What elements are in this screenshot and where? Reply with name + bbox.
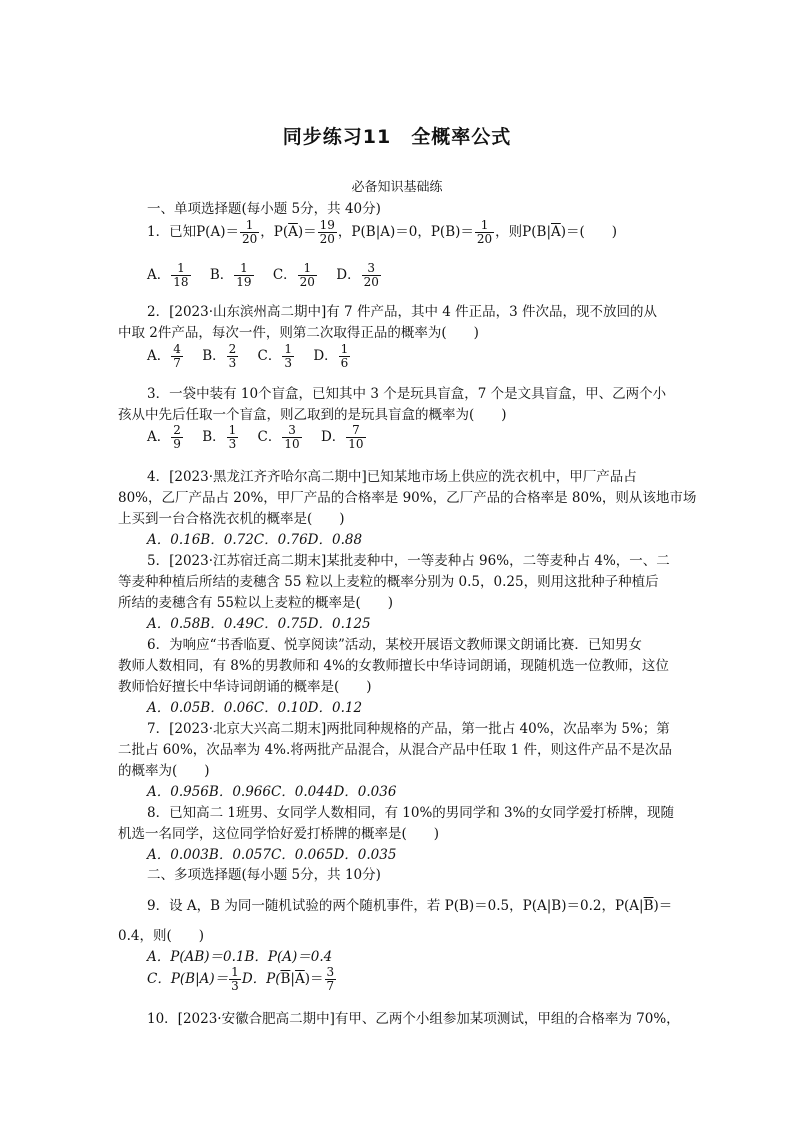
question-3-line-1: 3．一袋中装有 10个盲盒，已知其中 3 个是玩具盲盒，7 个是文具盲盒，甲、乙两个小 bbox=[147, 386, 667, 402]
q8-options: A．0.003B．0.057C．0.065D．0.035 bbox=[147, 847, 397, 863]
question-5-line-2: 等麦种种植后所结的麦穗含 55 粒以上麦粒的概率分别为 0.5，0.25，则用这批种子种植后 bbox=[118, 574, 659, 590]
question-8-line-2: 机选一名同学，这位同学恰好爱打桥牌的概率是( ) bbox=[118, 826, 440, 842]
question-7-line-2: 二批占 60%，次品率为 4%.将两批产品混合，从混合产品中任取 1 件，则这件产品不是次品 bbox=[118, 742, 672, 758]
question-7-line-3: 的概率为( ) bbox=[118, 763, 210, 779]
question-7-line-1: 7．[2023·北京大兴高二期末]两批同种规格的产品，第一批占 40%，次品率为 5%；第 bbox=[147, 721, 670, 737]
q6-options: A．0.05B．0.06C．0.10D．0.12 bbox=[147, 700, 363, 716]
fraction: $\frac{1}{20}$ bbox=[241, 218, 258, 247]
q3-options: A． $\frac{2}{9}$ B． $\frac{1}{3}$ C． $\frac{3}{10}$ D． $\frac{7}{10}$ bbox=[147, 423, 364, 452]
fraction: $\frac{1}{20}$ bbox=[476, 218, 493, 247]
question-4-line-3: 上买到一台合格洗衣机的概率是( ) bbox=[118, 511, 345, 527]
section-heading-multi-choice: 二、多项选择题(每小题 5分，共 10分) bbox=[147, 867, 381, 883]
q1-text: 1．已知P(A)＝ bbox=[147, 224, 239, 241]
question-10-line-1: 10．[2023·安徽合肥高二期中]有甲、乙两个小组参加某项测试，甲组的合格率为 70%， bbox=[147, 1011, 680, 1027]
question-6-line-2: 教师人数相同，有 8%的男教师和 4%的女教师擅长中华诗词朗诵，现随机选一位教师，这位 bbox=[118, 658, 669, 674]
question-5-line-3: 所结的麦穗含有 55粒以上麦粒的概率是( ) bbox=[118, 595, 394, 611]
question-9-line-1: 9．设 A，B 为同一随机试验的两个随机事件，若 P(B)＝0.5，P(A|B)＝0.2，$P(A|\overline{B})=$ bbox=[147, 898, 673, 914]
q1-options: A． $\frac{1}{18}$ B． $\frac{1}{19}$ C． $\frac{1}{20}$ D． $\frac{3}{20}$ bbox=[147, 261, 379, 290]
question-1: 1．已知P(A)＝ $\frac{1}{20}$ ，$P(\overline{A})=$ $\frac{19}{20}$ ，P(B|A)＝0，P(B)＝ $\frac{1}{20}$ ，则$P(B|\overline{A})=$( ) bbox=[147, 218, 618, 247]
q2-options: A． $\frac{4}{7}$ B． $\frac{2}{3}$ C． $\frac{1}{3}$ D． $\frac{1}{6}$ bbox=[147, 342, 349, 371]
q7-options: A．0.956B．0.966C．0.044D．0.036 bbox=[147, 784, 397, 800]
question-3-line-2: 孩从中先后任取一个盲盒，则乙取到的是玩具盲盒的概率为( ) bbox=[118, 407, 507, 423]
question-8-line-1: 8．已知高二 1班男、女同学人数相同，有 10%的男同学和 3%的女同学爱打桥牌，现随 bbox=[147, 805, 674, 821]
question-9-line-2: 0.4，则( ) bbox=[118, 928, 205, 944]
q9-options-ab: A．P(AB)＝0.1B．P(A)＝0.4 bbox=[147, 949, 333, 965]
section-subtitle: 必备知识基础练 bbox=[351, 180, 443, 195]
question-2-line-1: 2．[2023·山东滨州高二期中]有 7 件产品，其中 4 件正品，3 件次品，现不放回的从 bbox=[147, 304, 657, 320]
page-title: 同步练习11 全概率公式 bbox=[282, 126, 512, 148]
fraction: $\frac{19}{20}$ bbox=[319, 218, 335, 247]
question-5-line-1: 5．[2023·江苏宿迁高二期末]某批麦种中，一等麦种占 96%，二等麦种占 4%，一、二 bbox=[147, 553, 670, 569]
q9-options-cd: C．P(B|A)＝ $\frac{1}{3}$ D．$P(\overline{B}|\overline{A})=$ $\frac{3}{7}$ bbox=[147, 965, 335, 994]
q5-options: A．0.58B．0.49C．0.75D．0.125 bbox=[147, 616, 371, 632]
question-4-line-1: 4．[2023·黑龙江齐齐哈尔高二期中]已知某地市场上供应的洗衣机中，甲厂产品占 bbox=[147, 469, 637, 485]
q4-options: A．0.16B．0.72C．0.76D．0.88 bbox=[147, 532, 363, 548]
question-6-line-1: 6．为响应“书香临夏、悦享阅读”活动，某校开展语文教师课文朗诵比赛．已知男女 bbox=[147, 637, 642, 653]
section-heading-single-choice: 一、单项选择题(每小题 5分，共 40分) bbox=[147, 201, 381, 217]
question-6-line-3: 教师恰好擅长中华诗词朗诵的概率是( ) bbox=[118, 679, 372, 695]
question-4-line-2: 80%，乙厂产品占 20%，甲厂产品的合格率是 90%，乙厂产品的合格率是 80%，则从该地市场 bbox=[118, 490, 697, 506]
question-2-line-2: 中取 2件产品，每次一件，则第二次取得正品的概率为( ) bbox=[118, 325, 479, 341]
